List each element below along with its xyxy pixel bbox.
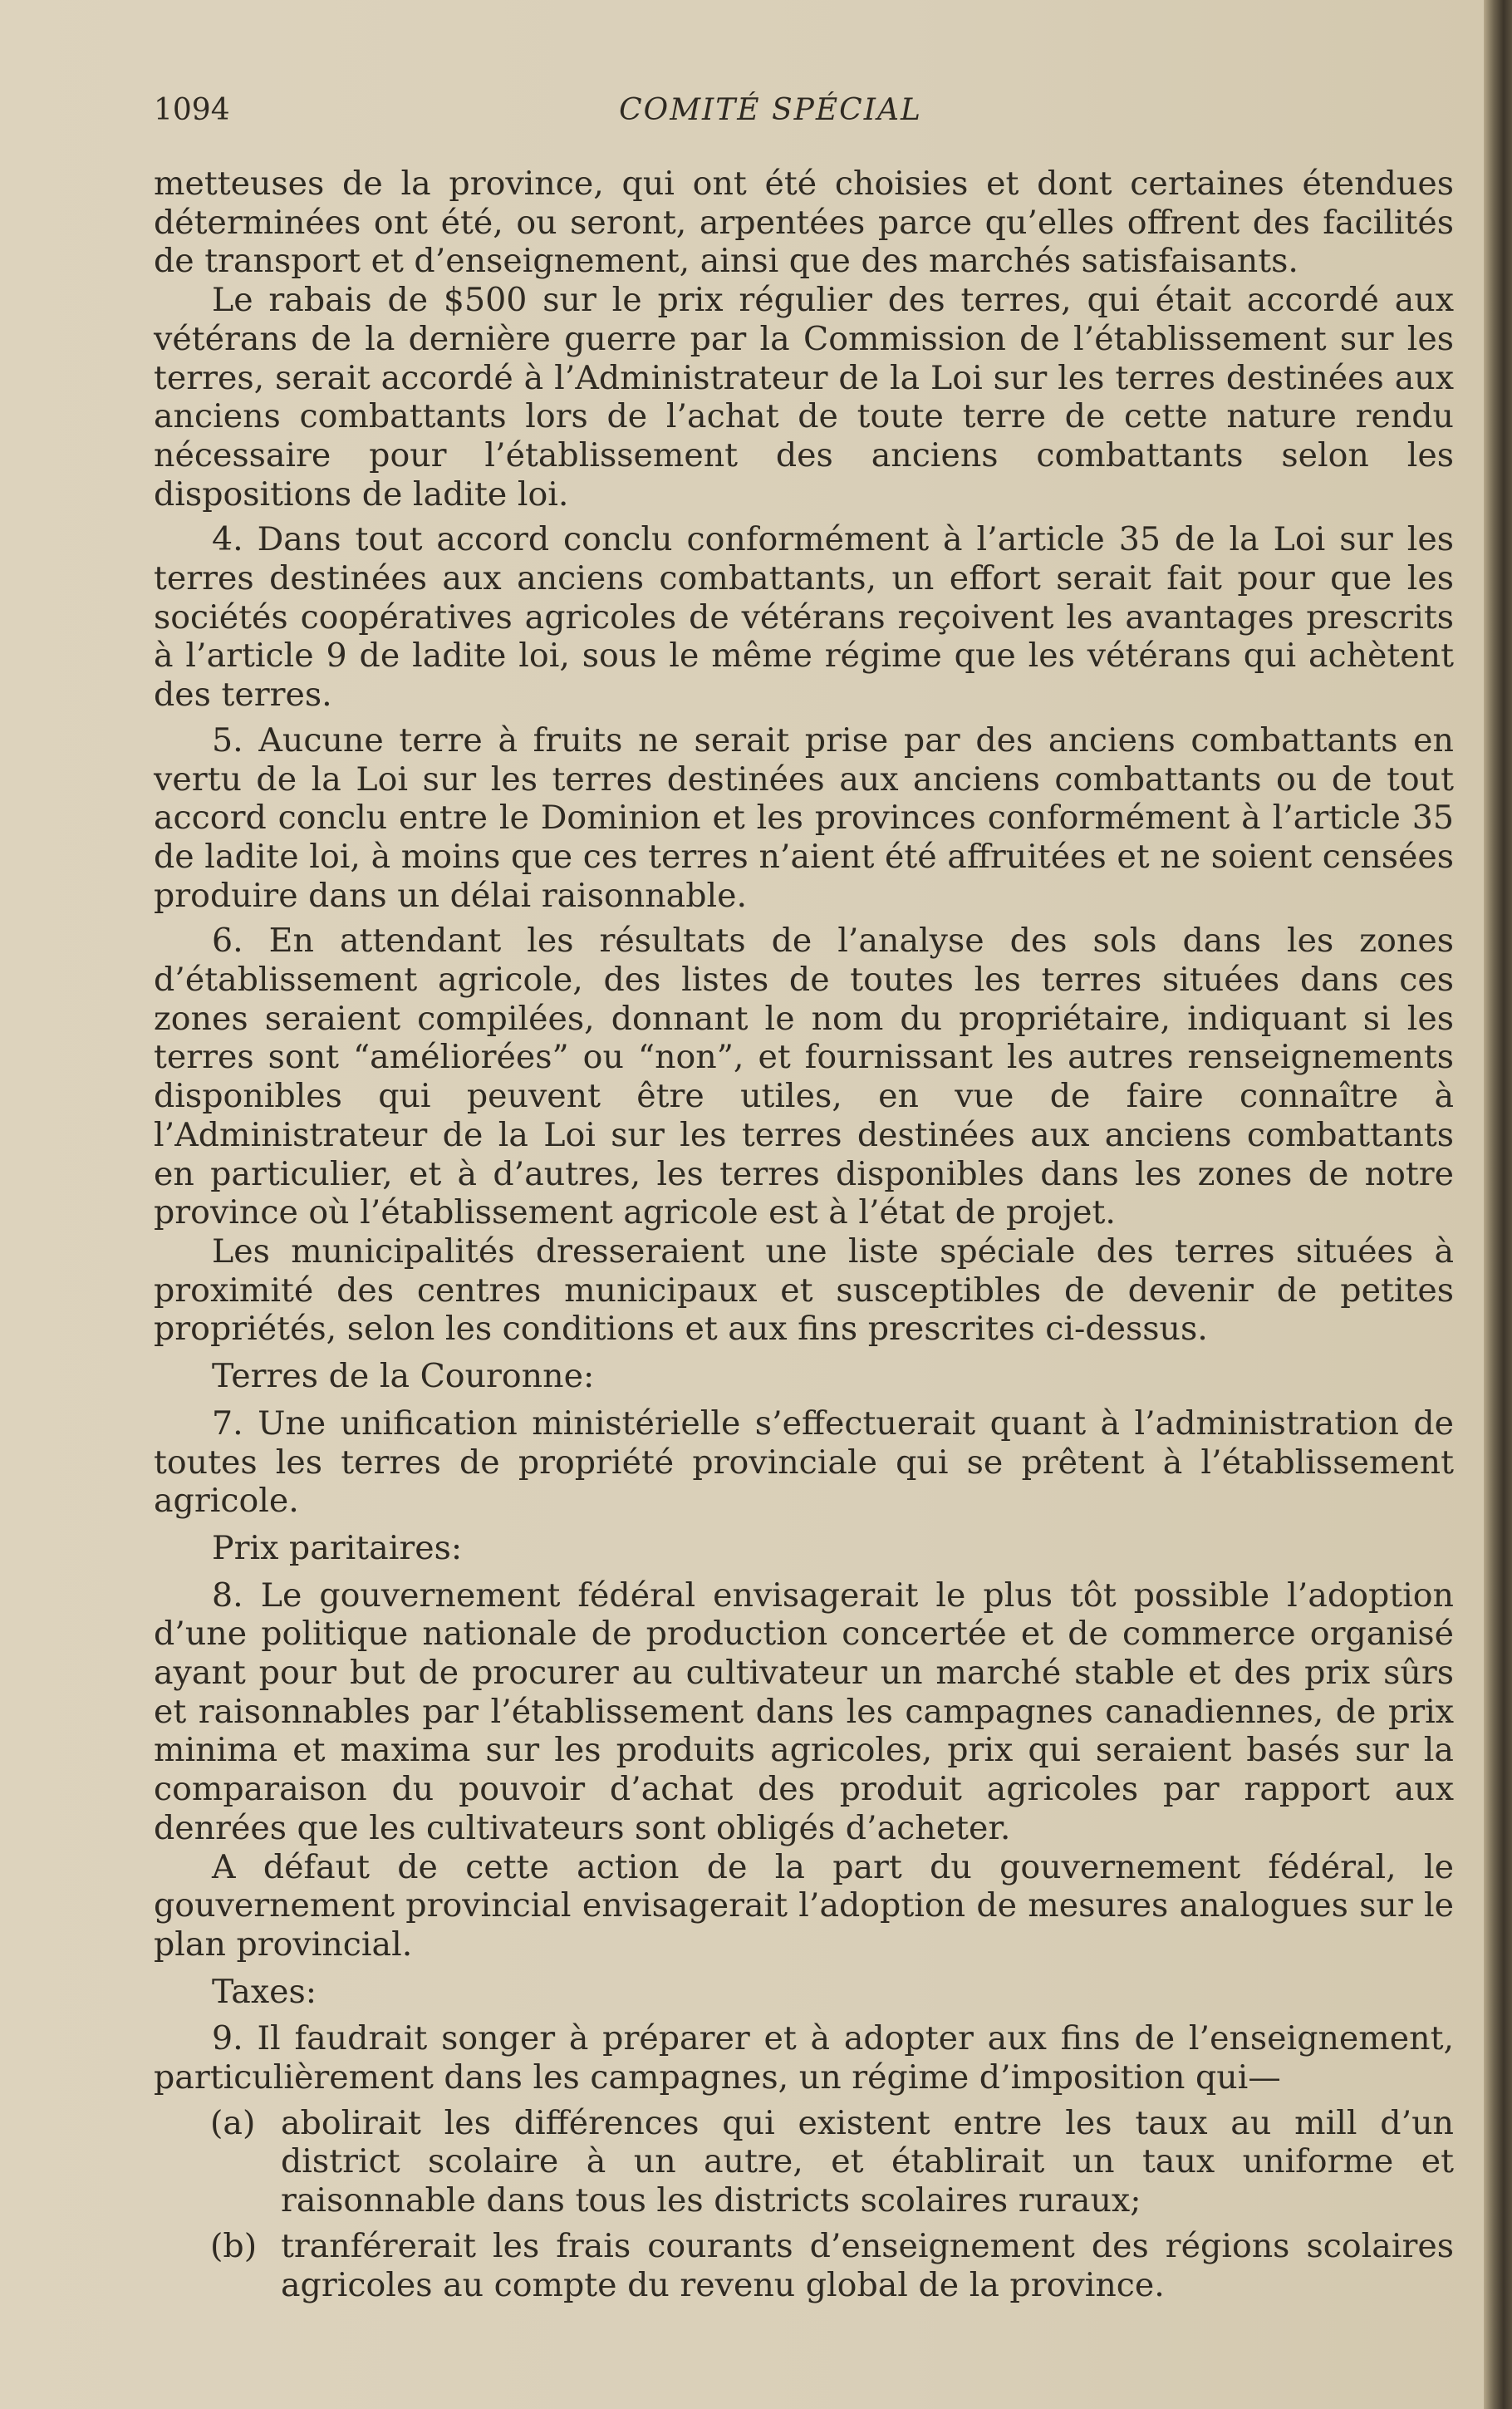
paragraph-8-provincial: A défaut de cette action de la part du gouvernement fédéral, le gouvernement provincial envisagerait l’adoption de mesures analogues sur le plan provincial. — [154, 1847, 1454, 1964]
body-text — [154, 165, 1454, 2304]
list-marker-a: (a) — [210, 2103, 256, 2142]
running-head — [154, 93, 1387, 135]
heading-crown-lands: Terres de la Couronne: — [212, 1357, 595, 1396]
list-item-b — [154, 2227, 1454, 2304]
paragraph-6: 6. En attendant les résultats de l’analyse des sols dans les zones d’établissement agricole, des listes de toutes les terres situées dans ces zones seraient compilées, donnant le nom du propriétaire, indiquant si les terres sont “améliorées” ou “non”, et fournissant les autres renseignements disponibles qui peuvent être utiles, en vue de faire connaître à l’Administrateur de la Loi sur les terres destinées aux anciens combattants en particulier, et à d’autres, les terres disponibles dans les zones de notre province où l’établissement agricole est à l’état de projet. — [154, 922, 1454, 1232]
paragraph-8: 8. Le gouvernement fédéral envisagerait le plus tôt possible l’adoption d’une politique nationale de production concertée et de commerce organisé ayant pour but de procurer au cultivateur un marché stable et des prix sûrs et raisonnables par l’établissement dans les campagnes canadiennes, de prix minima et maxima sur les produits agricoles, prix qui seraient basés sur la comparaison du pouvoir d’achat des produit agricoles par rapport aux denrées que les cultivateurs sont obligés d’acheter. — [154, 1576, 1454, 1847]
paragraph-continued: metteuses de la province, qui ont été choisies et dont certaines étendues déterminées ont été, ou seront, arpentées parce qu’elles offrent des facilités de transport et d’enseignement, ainsi que des marchés satisfaisants. — [154, 165, 1454, 281]
running-title: COMITÉ SPÉCIAL — [619, 93, 922, 127]
heading-taxes: Taxes: — [212, 1972, 317, 2011]
list-marker-b: (b) — [210, 2226, 258, 2265]
paragraph-9: 9. Il faudrait songer à préparer et à adopter aux fins de l’enseignement, particulièrement dans les campagnes, un régime d’imposition qui— — [154, 2019, 1454, 2097]
list-text-b: tranférerait les frais courants d’enseignement des régions scolaires agricoles au compte du revenu global de la province. — [281, 2226, 1454, 2304]
page-number: 1094 — [154, 93, 230, 127]
page-edge-shadow — [1484, 0, 1512, 2409]
paragraph-rebate: Le rabais de $500 sur le prix régulier des terres, qui était accordé aux vétérans de la dernière guerre par la Commission de l’établissement sur les terres, serait accordé à l’Administrateur de la Loi sur les terres destinées aux anciens combattants lors de l’achat de toute terre de cette nature rendu nécessaire pour l’établissement des anciens combattants selon les dispositions de ladite loi. — [154, 281, 1454, 514]
paragraph-7: 7. Une unification ministérielle s’effectuerait quant à l’administration de toutes les terres de propriété provinciale qui se prêtent à l’établissement agricole. — [154, 1404, 1454, 1521]
paragraph-4: 4. Dans tout accord conclu conformément à l’article 35 de la Loi sur les terres destinées aux anciens combattants, un effort serait fait pour que les sociétés coopératives agricoles de vétérans reçoivent les avantages prescrits à l’article 9 de ladite loi, sous le même régime que les vétérans qui achètent des terres. — [154, 520, 1454, 715]
list-item-a — [154, 2104, 1454, 2220]
paragraph-6-municipalities: Les municipalités dresseraient une liste spéciale des terres situées à proximité des centres municipaux et susceptibles de devenir de petites propriétés, selon les conditions et aux fins prescrites ci-dessus. — [154, 1232, 1454, 1349]
heading-parity-prices: Prix paritaires: — [212, 1528, 463, 1567]
list-text-a: abolirait les différences qui existent entre les taux au mill d’un district scolaire à un autre, et établirait un taux uniforme et raisonnable dans tous les districts scolaires ruraux; — [281, 2103, 1454, 2220]
paragraph-5: 5. Aucune terre à fruits ne serait prise par des anciens combattants en vertu de la Loi sur les terres destinées aux anciens combattants ou de tout accord conclu entre le Dominion et les provinces conformément à l’article 35 de ladite loi, à moins que ces terres n’aient été affruitées et ne soient censées produire dans un délai raisonnable. — [154, 720, 1454, 915]
